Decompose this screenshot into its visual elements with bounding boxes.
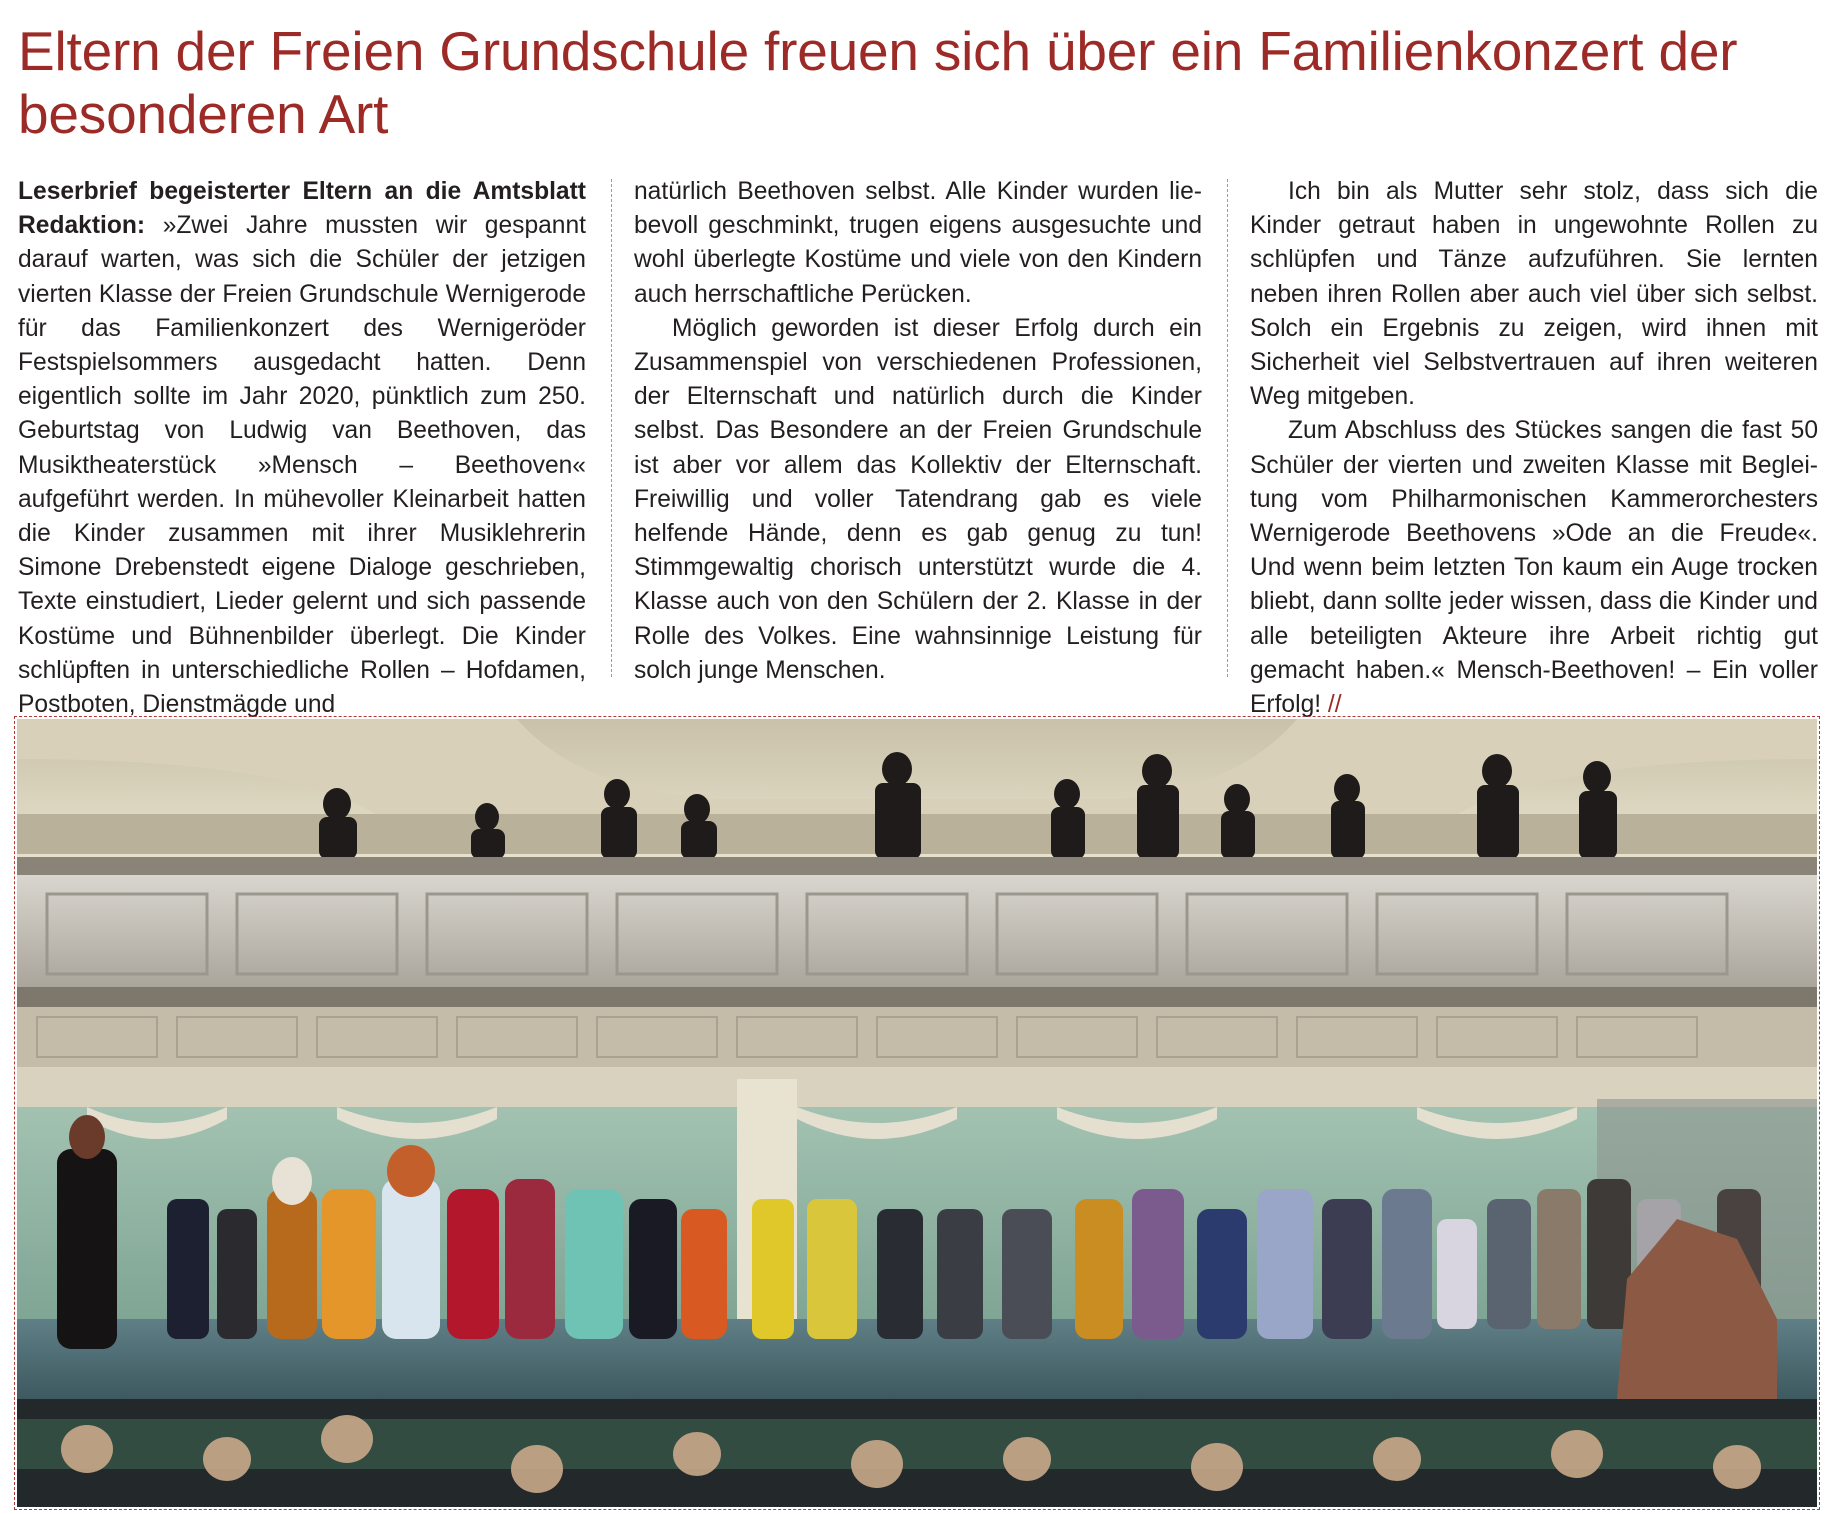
column-divider (1227, 179, 1228, 677)
paragraph: Ich bin als Mutter sehr stolz, dass sich die Kinder getraut haben in ungewohnte Rollen zu schlüpfen und Tänze aufzuführen. Sie lernten neben ihren Rollen aber auch viel über sich selbst. Solch ein Ergebnis zu zeigen, wird ihnen mit Sicherheit viel Selbstvertrauen auf ihren weiteren Weg mitgeben. (1250, 178, 1818, 411)
paragraph (18, 175, 586, 722)
column-divider (611, 179, 612, 677)
paragraph: Möglich geworden ist dieser Erfolg durch ein Zusammenspiel von verschiedenen Professionen, der Elternschaft und natürlich durch die Kinder selbst. Das Besondere an der Freien Grundschule ist aber vor allem das Kollektiv der Elternschaft. Freiwillig und voller Tatendrang gab es viele helfende Hände, denn es gab genug zu tun! Stimmgewaltig chorisch unterstützt wurde die 4. Klasse auch von den Schülern der 2. Klasse in der Rolle des Volkes. Eine wahnsinnige Leistung für solch junge Menschen. (634, 314, 1202, 684)
column-3 (1250, 175, 1818, 722)
photo-frame (14, 716, 1820, 1510)
column-2 (634, 175, 1202, 688)
lead-label: Leserbrief begeisterter Eltern an die Amtsblatt Redaktion: (18, 178, 586, 240)
paragraph (1250, 414, 1818, 722)
article-body (18, 175, 1818, 719)
end-mark: // (1327, 691, 1342, 719)
concert-photo-illustration (17, 719, 1817, 1507)
paragraph-text: Zum Abschluss des Stückes sangen die fast 50 Schüler der vierten und zweiten Klasse mit Begleitung vom Philharmonischen Kammerorchesters Wernigerode Beethovens »Ode an die Freude«. Und wenn beim letzten Ton kaum ein Auge trocken bliebt, dann sollte jeder wissen, dass die Kinder und alle beteiligten Akteure ihre Arbeit richtig gut gemacht haben.« Mensch-Beethoven! – Ein voller Erfolg! (1250, 417, 1818, 719)
column-1 (18, 175, 586, 722)
paragraph: natürlich Beethoven selbst. Alle Kinder wurden liebevoll geschminkt, trugen eigens ausgesuchte und wohl überlegte Kostüme und viele von den Kindern auch herrschaftliche Perücken. (634, 178, 1202, 308)
concert-photo (17, 719, 1817, 1507)
paragraph-text: »Zwei Jahre mussten wir gespannt darauf warten, was sich die Schüler der jetzigen vierten Klasse der Freien Grundschule Wernigerode für das Familienkonzert des Wernigeröder Festspielsommers ausgedacht hatten. Denn eigentlich sollte im Jahr 2020, pünktlich zum 250. Geburtstag von Ludwig van Beethoven, das Musiktheaterstück »Mensch – Beethoven« aufgeführt werden. In mühevoller Kleinarbeit hatten die Kinder zusammen mit ihrer Musiklehrerin Simone Drebenstedt eigene Dialoge geschrieben, Texte einstudiert, Lieder gelernt und sich passende Kostüme und Bühnenbilder überlegt. Die Kinder schlüpften in unterschiedliche Rollen – Hofdamen, Postboten, Dienstmägde und (18, 212, 586, 719)
article-headline: Eltern der Freien Grundschule freuen sich über ein Familienkonzert der besonderen Art (18, 20, 1738, 145)
